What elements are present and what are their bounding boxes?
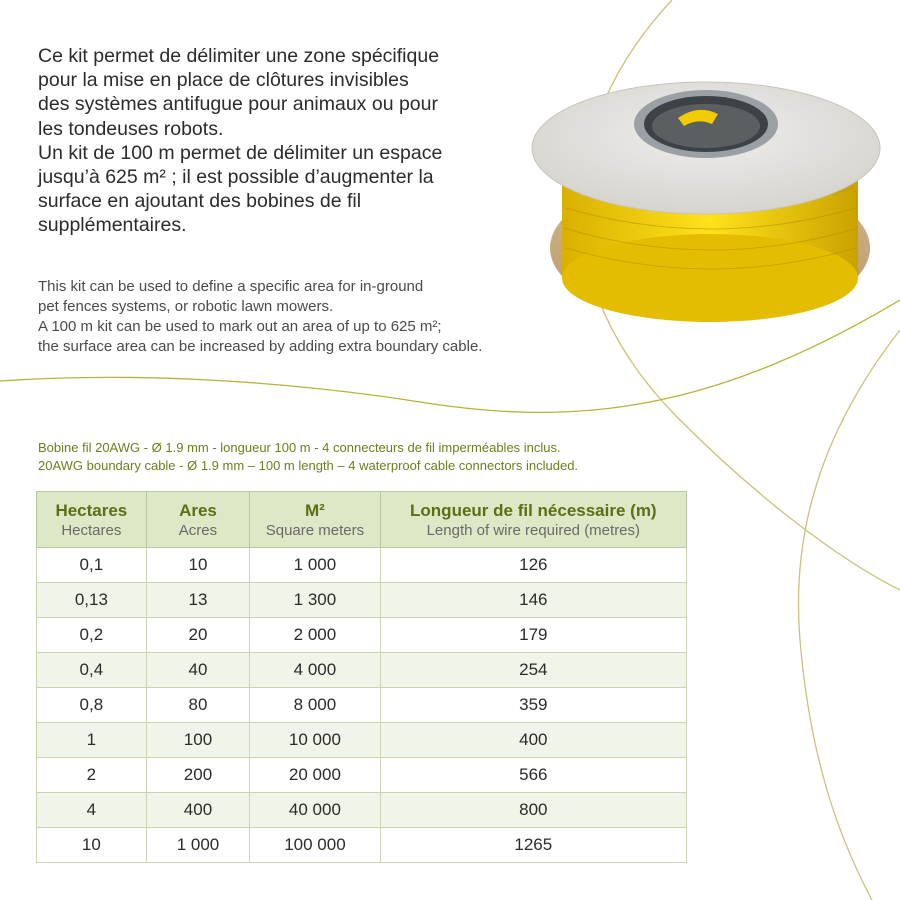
cell-wire-length: 1265 [380,828,686,863]
header-wire-length [380,492,686,548]
cell-hectares: 2 [37,758,147,793]
header-label-en: Length of wire required (metres) [426,521,641,539]
table-row [37,723,687,758]
intro-fr-line: Ce kit permet de délimiter une zone spécifique [38,45,440,67]
cell-wire-length: 800 [380,793,686,828]
header-label-fr: Ares [179,500,217,520]
cable-spool-image [528,78,890,338]
table-row [37,653,687,688]
right-arc-curve [798,330,900,900]
caption-french: Bobine fil 20AWG - Ø 1.9 mm - longueur 100 m - 4 connecteurs de fil imperméables inclus. [38,440,561,455]
cell-square-meters: 100 000 [250,828,380,863]
header-label-fr: Longueur de fil nécessaire (m) [410,500,657,520]
intro-fr-line: pour la mise en place de clôtures invisibles [38,69,409,92]
cell-square-meters: 4 000 [250,653,380,688]
header-square-meters [250,492,380,548]
cell-wire-length: 400 [380,723,686,758]
cell-hectares: 10 [37,828,147,863]
cell-ares: 13 [146,583,250,618]
cell-hectares: 0,8 [37,688,147,723]
cell-square-meters: 40 000 [250,793,380,828]
table-row [37,548,687,583]
cell-wire-length: 146 [380,583,686,618]
cell-ares: 1 000 [146,828,250,863]
table-header-row [37,492,687,548]
cell-square-meters: 2 000 [250,618,380,653]
intro-en-line: pet fences systems, or robotic lawn mowers. [38,298,334,315]
cell-hectares: 4 [37,793,147,828]
wire-length-table [36,491,687,863]
cell-square-meters: 8 000 [250,688,380,723]
cell-square-meters: 20 000 [250,758,380,793]
cell-ares: 10 [146,548,250,583]
cell-hectares: 0,4 [37,653,147,688]
intro-fr-line: les tondeuses robots. [38,117,224,140]
caption-english: 20AWG boundary cable - Ø 1.9 mm – 100 m length – 4 waterproof cable connectors included. [38,458,579,473]
cell-wire-length: 566 [380,758,686,793]
cell-hectares: 0,13 [37,583,147,618]
table-row [37,758,687,793]
cell-ares: 200 [146,758,250,793]
header-label-fr: M² [305,500,325,520]
header-hectares [37,492,147,548]
cell-ares: 20 [146,618,250,653]
intro-fr-line: Un kit de 100 m permet de délimiter un espace [38,141,443,164]
intro-fr-line: supplémentaires. [38,214,187,237]
cell-square-meters: 1 000 [250,548,380,583]
cell-ares: 80 [146,688,250,723]
table-row [37,793,687,828]
cell-wire-length: 254 [380,653,686,688]
header-label-en: Acres [178,521,218,539]
cell-wire-length: 359 [380,688,686,723]
cell-ares: 40 [146,653,250,688]
cell-hectares: 0,1 [37,548,147,583]
table-row [37,688,687,723]
intro-en-line: This kit can be used to define a specific area for in-ground [38,278,424,295]
header-label-en: Hectares [61,521,122,539]
intro-en-line: the surface area can be increased by adding extra boundary cable. [38,338,483,355]
header-ares [146,492,250,548]
header-label-en: Square meters [265,521,365,539]
cell-hectares: 1 [37,723,147,758]
header-label-fr: Hectares [55,500,128,520]
cell-square-meters: 1 300 [250,583,380,618]
intro-french [38,44,538,238]
table-row [37,828,687,863]
table-row [37,583,687,618]
cell-hectares: 0,2 [37,618,147,653]
intro-fr-line: surface en ajoutant des bobines de fil [38,190,362,213]
cell-square-meters: 10 000 [250,723,380,758]
intro-english [38,277,598,357]
cell-ares: 400 [146,793,250,828]
intro-fr-line: jusqu’à 625 m² ; il est possible d’augmenter la [38,166,434,189]
intro-en-line: A 100 m kit can be used to mark out an area of up to 625 m²; [38,318,442,335]
table-row [37,618,687,653]
cell-wire-length: 126 [380,548,686,583]
cell-ares: 100 [146,723,250,758]
intro-fr-line: des systèmes antifugue pour animaux ou pour [38,93,438,116]
cell-wire-length: 179 [380,618,686,653]
